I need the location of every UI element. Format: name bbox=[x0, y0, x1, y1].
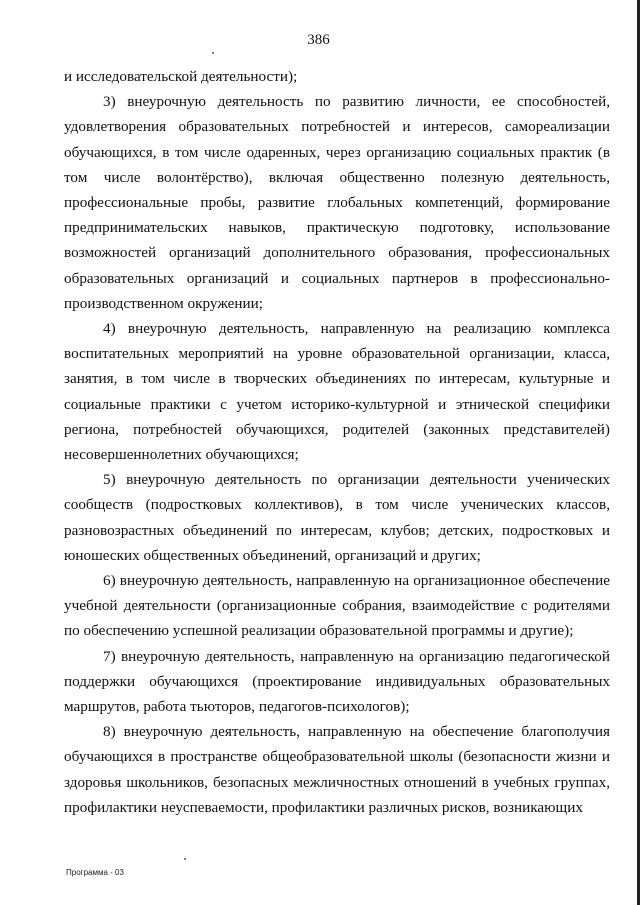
paragraph-item-5: 5) внеурочную деятельность по организации деятельности ученических сообществ (подростковых коллективов), в том числе ученических классов, разновозрастных объединений по интересам, клубов; детских, подростковых и юношеских общественных объединений, организаций и других; bbox=[64, 471, 610, 564]
paragraph-item-8: 8) внеурочную деятельность, направленную на обеспечение благополучия обучающихся в пространстве общеобразовательной школы (безопасности жизни и здоровья школьников, безопасных межличностных отношений в учебных группах, профилактики неуспеваемости, профилактики различных рисков, возникающих bbox=[64, 723, 610, 816]
paragraph-continuation: и исследовательской деятельности); bbox=[64, 68, 298, 85]
document-footer: Программа - 03 bbox=[66, 868, 124, 877]
scan-speck bbox=[184, 858, 186, 860]
page-number: 386 bbox=[307, 32, 330, 48]
paragraph-item-7: 7) внеурочную деятельность, направленную на организацию педагогической поддержки обучающихся (проектирование индивидуальных образовательных маршрутов, работа тьюторов, педагогов-психологов); bbox=[64, 647, 610, 716]
document-body bbox=[64, 64, 610, 820]
paragraph-item-3: 3) внеурочную деятельность по развитию личности, ее способностей, удовлетворения образовательных потребностей и интересов, самореализации обучающихся, в том числе одаренных, через организацию социальных практик (в том числе волонтёрство), включая общественно полезную деятельность, профессиональные пробы, развитие глобальных компетенций, формирование предпринимательских навыков, практическую подготовку, использование возможностей организаций дополнительного образования, профессиональных образовательных организаций и социальных партнеров в профессионально-производственном окружении; bbox=[64, 93, 610, 312]
paragraph-item-4: 4) внеурочную деятельность, направленную на реализацию комплекса воспитательных мероприятий на уровне образовательной организации, класса, занятия, в том числе в творческих объединениях по интересам, культурные и социальные практики с учетом историко-культурной и этнической специфики региона, потребностей обучающихся, родителей (законных представителей) несовершеннолетних обучающихся; bbox=[64, 320, 610, 464]
scan-speck bbox=[212, 52, 214, 54]
paragraph-item-6: 6) внеурочную деятельность, направленную на организационное обеспечение учебной деятельности (организационные собрания, взаимодействие с родителями по обеспечению успешной реализации образовательной программы и другие); bbox=[64, 572, 610, 640]
